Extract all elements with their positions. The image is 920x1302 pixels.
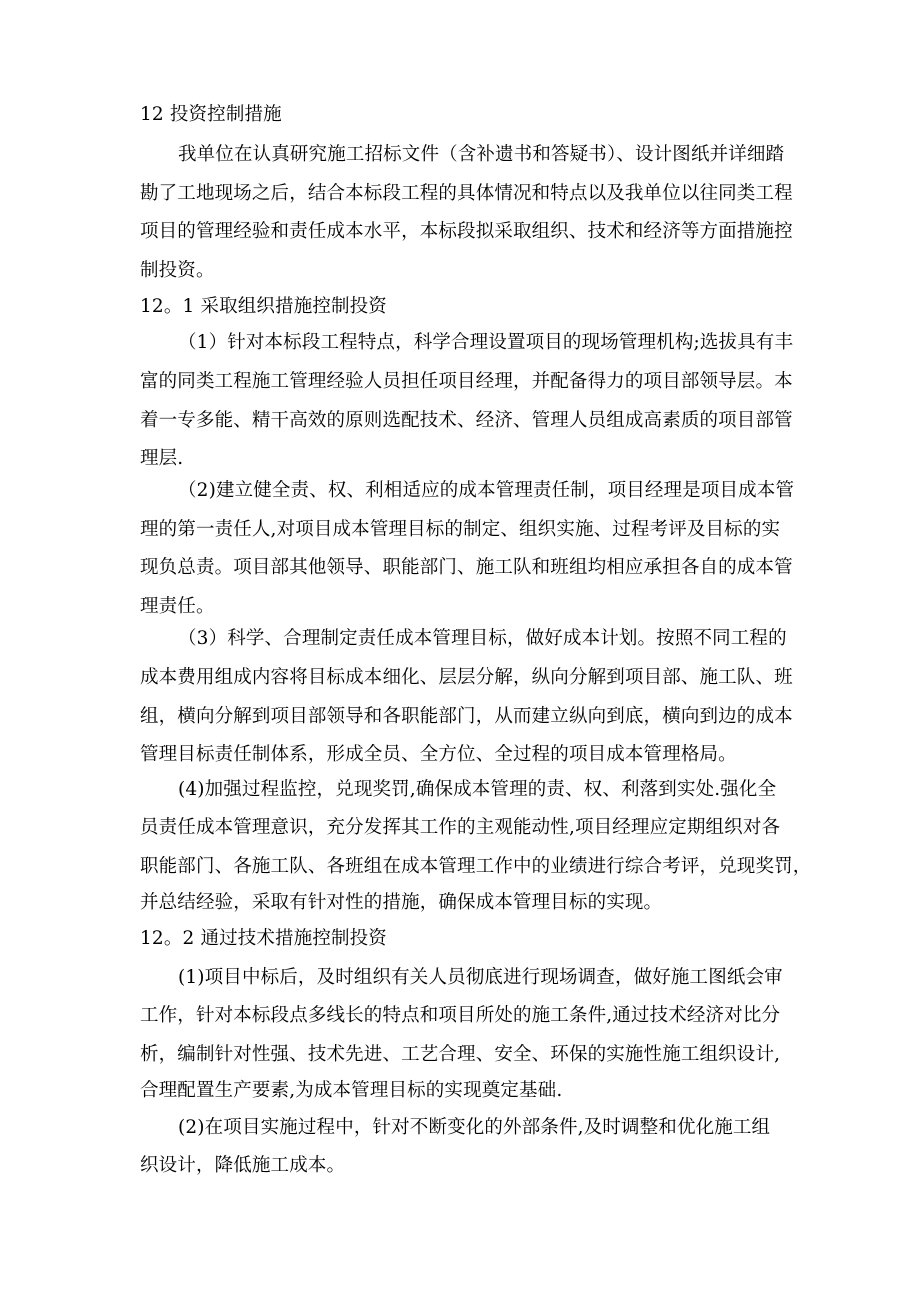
paragraph-line: 组，横向分解到项目部领导和各职能部门，从而建立纵向到底，横向到边的成本 (140, 706, 793, 727)
paragraph-line: 勘了工地现场之后，结合本标段工程的具体情况和特点以及我单位以往同类工程 (140, 183, 793, 204)
paragraph-line: 成本费用组成内容将目标成本细化、层层分解，纵向分解到项目部、施工队、班 (140, 667, 793, 688)
paragraph-line: 我单位在认真研究施工招标文件（含补遗书和答疑书）、设计图纸并详细踏 (178, 144, 785, 165)
paragraph-line: （1）针对本标段工程特点，科学合理设置项目的现场管理机构;选拔具有丰 (178, 332, 794, 353)
subsection-heading: 12。1 采取组织措施控制投资 (140, 296, 387, 317)
section-title: 12 投资控制措施 (140, 104, 282, 125)
paragraph-line: 管理目标责任制体系，形成全员、全方位、全过程的项目成本管理格局。 (140, 744, 737, 765)
paragraph-line: （2)建立健全责、权、利相适应的成本管理责任制，项目经理是项目成本管 (178, 480, 795, 501)
paragraph-line: 并总结经验，采取有针对性的措施，确保成本管理目标的实现。 (140, 892, 663, 913)
paragraph-line: 制投资。 (140, 260, 215, 281)
paragraph-line: 员责任成本管理意识，充分发挥其工作的主观能动性,项目经理应定期组织对各 (140, 817, 781, 838)
paragraph-line: 合理配置生产要素,为成本管理目标的实现奠定基础. (140, 1080, 563, 1101)
paragraph-line: 现负总责。项目部其他领导、职能部门、施工队和班组均相应承担各自的成本管 (140, 557, 793, 578)
paragraph-line: (1)项目中标后，及时组织有关人员彻底进行现场调查，做好施工图纸会审 (178, 967, 783, 988)
paragraph-line: 析，编制针对性强、技术先进、工艺合理、安全、环保的实施性施工组织设计, (140, 1044, 781, 1065)
paragraph-line: 织设计，降低施工成本。 (140, 1155, 346, 1176)
paragraph-line: (2)在项目实施过程中，针对不断变化的外部条件,及时调整和优化施工组 (178, 1117, 771, 1138)
paragraph-line: 项目的管理经验和责任成本水平，本标段拟采取组织、技术和经济等方面措施控 (140, 221, 793, 242)
paragraph-line: 工作，针对本标段点多线长的特点和项目所处的施工条件,通过技术经济对比分 (140, 1005, 781, 1026)
paragraph-line: 理层. (140, 448, 184, 469)
paragraph-line: （3）科学、合理制定责任成本管理目标，做好成本计划。按照不同工程的 (178, 628, 787, 649)
paragraph-line: 着一专多能、精干高效的原则选配技术、经济、管理人员组成高素质的项目部管 (140, 410, 793, 431)
subsection-heading: 12。2 通过技术措施控制投资 (140, 928, 387, 949)
paragraph-line: 理责任。 (140, 596, 215, 617)
paragraph-line: (4)加强过程监控，兑现奖罚,确保成本管理的责、权、利落到实处.强化全 (178, 779, 777, 800)
paragraph-line: 理的第一责任人,对项目成本管理目标的制定、组织实施、过程考评及目标的实 (140, 519, 781, 540)
paragraph-line: 富的同类工程施工管理经验人员担任项目经理，并配备得力的项目部领导层。本 (140, 371, 793, 392)
paragraph-line: 职能部门、各施工队、各班组在成本管理工作中的业绩进行综合考评，兑现奖罚， (140, 856, 812, 877)
